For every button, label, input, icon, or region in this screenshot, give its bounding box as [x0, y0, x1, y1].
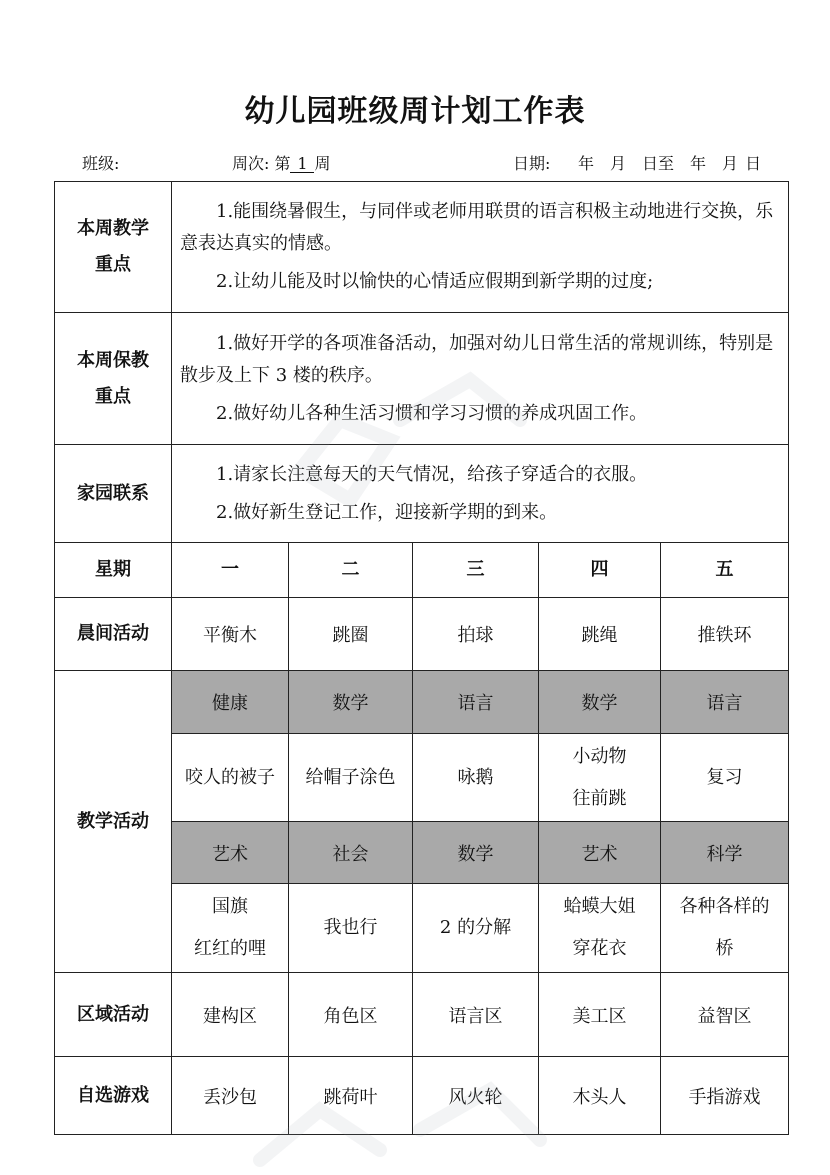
weekday-cell: 二 [289, 543, 413, 598]
subject-cell: 艺术 [539, 822, 661, 884]
area-cell: 语言区 [413, 973, 539, 1057]
game-cell: 风火轮 [413, 1057, 539, 1135]
topic-cell: 咏鹅 [413, 734, 539, 822]
contact-item: 1.请家长注意每天的天气情况，给孩子穿适合的衣服。 [216, 463, 648, 485]
week-number: 1 [290, 156, 314, 173]
subject-cell: 语言 [661, 671, 789, 734]
section-content [172, 313, 789, 445]
subject-cell: 语言 [413, 671, 539, 734]
topic-cell: 2 的分解 [413, 884, 539, 973]
area-activity-row [55, 973, 789, 1057]
focus-item: 1.能围绕暑假生，与同伴或老师用联贯的语言积极主动地进行交换，乐意表达真实的情感。 [180, 201, 774, 254]
activity-cell: 跳圈 [289, 598, 413, 671]
game-cell: 丢沙包 [172, 1057, 289, 1135]
area-cell: 美工区 [539, 973, 661, 1057]
area-cell: 建构区 [172, 973, 289, 1057]
teaching-focus-row [55, 182, 789, 313]
subject-cell: 数学 [539, 671, 661, 734]
focus-item: 2.让幼儿能及时以愉快的心情适应假期到新学期的过度; [216, 271, 654, 292]
topic-cell: 小动物 往前跳 [539, 734, 661, 822]
subject-cell: 数学 [413, 822, 539, 884]
class-label: 班级: [82, 154, 120, 173]
section-content [172, 445, 789, 543]
weekly-plan-table [54, 181, 789, 1135]
week-field [232, 151, 331, 174]
subject-cell: 健康 [172, 671, 289, 734]
teaching-label: 教学活动 [55, 671, 172, 973]
morning-label: 晨间活动 [55, 598, 172, 671]
activity-cell: 跳绳 [539, 598, 661, 671]
week-prefix: 周次: 第 [232, 154, 291, 173]
free-game-row [55, 1057, 789, 1135]
section-label: 家园联系 [55, 445, 172, 543]
game-cell: 木头人 [539, 1057, 661, 1135]
section-content [172, 182, 789, 313]
subject-row-1 [55, 671, 789, 734]
date-label: 日期: [513, 154, 551, 173]
topic-cell: 咬人的被子 [172, 734, 289, 822]
weekday-cell: 五 [661, 543, 789, 598]
focus-item: 1.做好开学的各项准备活动，加强对幼儿日常生活的常规训练，特别是散步及上下 3 楼的秩序。 [180, 332, 774, 386]
games-label: 自选游戏 [55, 1057, 172, 1135]
topic-cell: 给帽子涂色 [289, 734, 413, 822]
topic-cell: 国旗 红红的哩 [172, 884, 289, 973]
topic-cell: 我也行 [289, 884, 413, 973]
section-label: 本周保教 重点 [55, 313, 172, 445]
subject-cell: 科学 [661, 822, 789, 884]
area-cell: 益智区 [661, 973, 789, 1057]
weekday-label: 星期 [55, 543, 172, 598]
week-suffix: 周 [314, 154, 331, 173]
area-label: 区域活动 [55, 973, 172, 1057]
weekday-cell: 四 [539, 543, 661, 598]
subject-cell: 数学 [289, 671, 413, 734]
game-cell: 手指游戏 [661, 1057, 789, 1135]
weekday-cell: 三 [413, 543, 539, 598]
weekday-cell: 一 [172, 543, 289, 598]
weekday-row [55, 543, 789, 598]
page-title: 幼儿园班级周计划工作表 [244, 94, 586, 129]
section-label: 本周教学 重点 [55, 182, 172, 313]
activity-cell: 推铁环 [661, 598, 789, 671]
game-cell: 跳荷叶 [289, 1057, 413, 1135]
care-focus-row [55, 313, 789, 445]
subject-cell: 艺术 [172, 822, 289, 884]
contact-item: 2.做好新生登记工作，迎接新学期的到来。 [216, 501, 558, 523]
topic-cell: 复习 [661, 734, 789, 822]
date-parts: 年 月 日至 年 月 日 [578, 154, 762, 173]
home-contact-row [55, 445, 789, 543]
topic-cell: 蛤蟆大姐 穿花衣 [539, 884, 661, 973]
morning-activity-row [55, 598, 789, 671]
activity-cell: 拍球 [413, 598, 539, 671]
activity-cell: 平衡木 [172, 598, 289, 671]
area-cell: 角色区 [289, 973, 413, 1057]
topic-cell: 各种各样的 桥 [661, 884, 789, 973]
focus-item: 2.做好幼儿各种生活习惯和学习习惯的养成巩固工作。 [216, 402, 648, 424]
subject-cell: 社会 [289, 822, 413, 884]
